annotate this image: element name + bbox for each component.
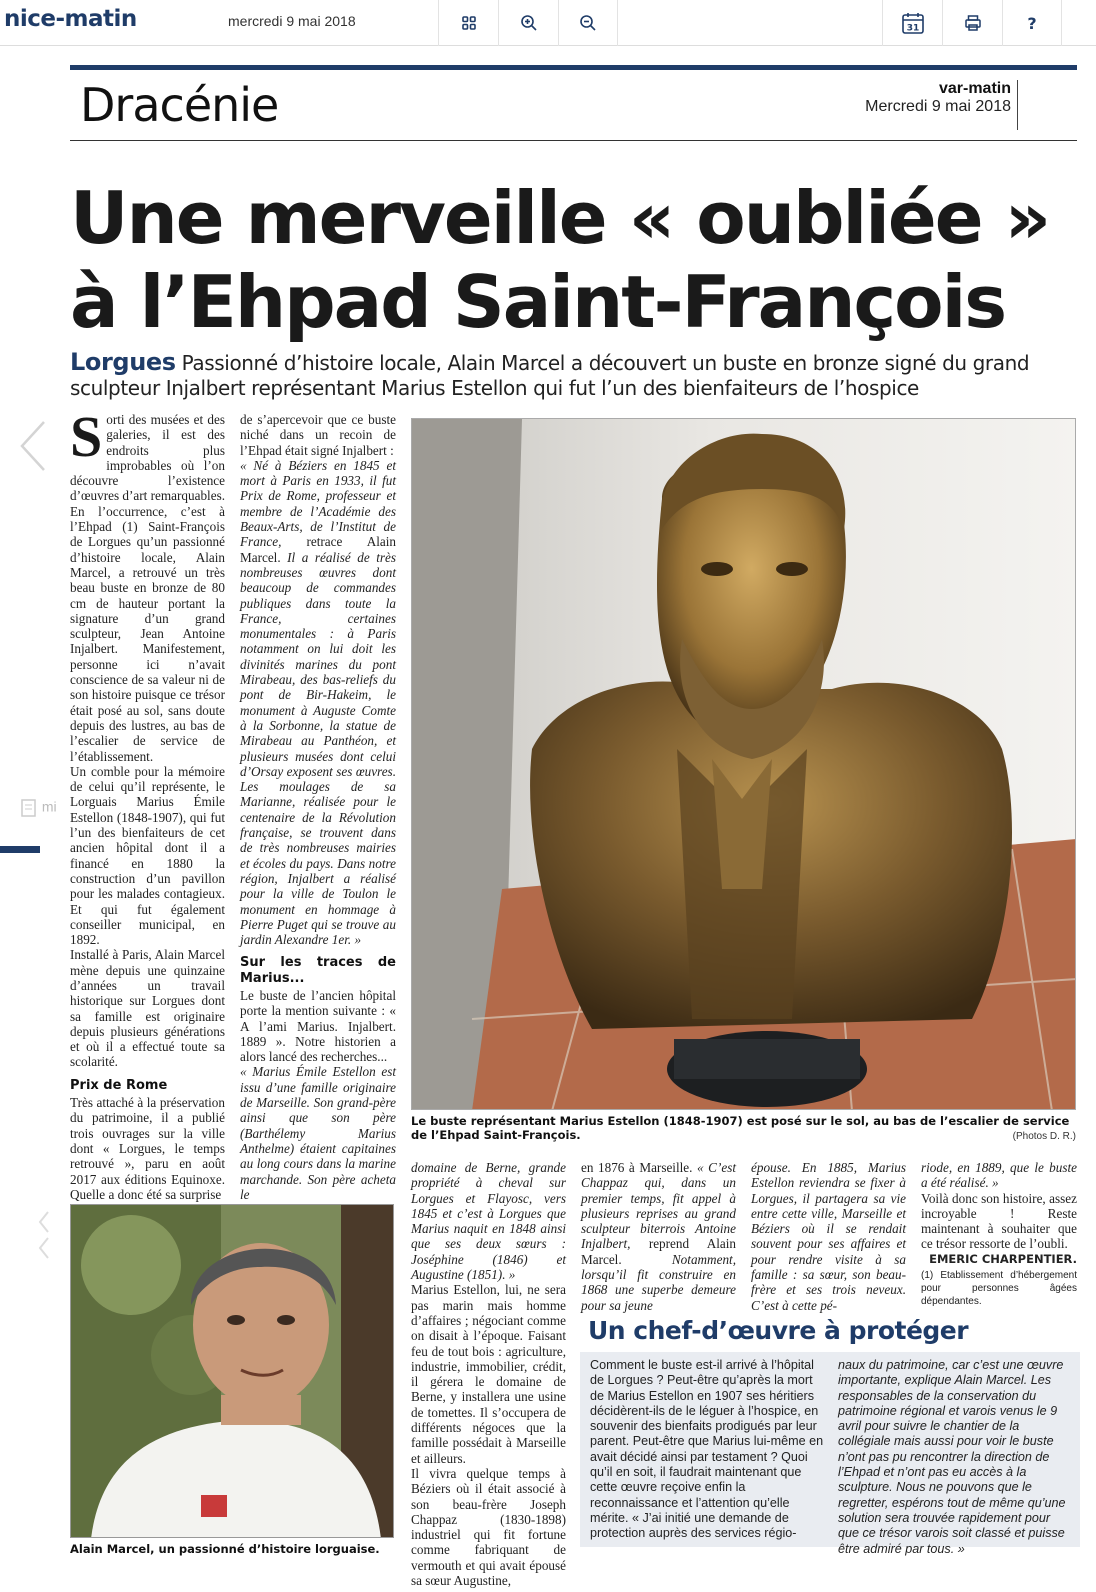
prev-arrow-small[interactable]: [36, 1210, 52, 1264]
print-button[interactable]: [942, 0, 1002, 46]
issue-date: Mercredi 9 mai 2018: [865, 98, 1011, 115]
kicker: Lorgues: [70, 348, 176, 376]
footnote: (1) Etablissement d’hébergement pour personnes âgées dépendantes.: [921, 1270, 1077, 1308]
quote: épouse. En 1885, Marius Estellon reviendra se fixer à Lorgues, il partagera sa vie entre cette ville, Marseille et Béziers où il se rendait souvent pour ses affaires et pour rendre visite à sa famille : sa sœur, son beau-frère et ses trois neveux. C’est à cette pé-: [751, 1160, 906, 1313]
quote: Il a réalisé de très nombreuses œuvres dont beaucoup de commandes publiques dans toute la France, certaines monumentales : à Paris notamment on lui doit les divinités marines du pont Mirabeau, des bas-reliefs du pont de Bir-Hakeim, le monument à Auguste Comte à la Sorbonne, la statue de Mirabeau au Panthéon, et plusieurs musées dont celui d’Orsay exposent ses œuvres. Les moulages de sa Marianne, réalisée pour le centenaire de la Révolution française, se trouvent dans de très nombreuses mairies et écoles du pays. Dans notre région, Injalbert a réalisé pour la ville de Toulon le monument en hommage à Pierre Puget qui se trouve au jardin Alexandre 1er. »: [240, 549, 396, 948]
paragraph: Le buste de l’ancien hôpital porte la mention suivante : « A l’ami Marius. Injalbert. 1889 ». Notre historien a alors lancé des recherches...: [240, 987, 396, 1065]
quote: riode, en 1889, que le buste a été réalisé. »: [921, 1160, 1077, 1191]
column-3: [411, 1160, 566, 1588]
column-4: [581, 1160, 736, 1313]
logo[interactable]: nice-matin: [4, 6, 137, 32]
paragraph: Il vivra quelque temps à Béziers où il était associé à son beau-frère Joseph Chappaz (1830-1898) industriel qui fit fortune comme fabriquant de vermouth et qui avait épousé sa sœur Augustine,: [411, 1465, 566, 1589]
standfirst-text: Passionné d’histoire locale, Alain Marcel a découvert un buste en bronze signé du grand sculpteur Injalbert représentant Marius Estellon qui fut l’un des bienfaiteurs de l’hospice: [70, 351, 1030, 400]
quote: Notamment, lorsqu’il fit construire en 1868 une superbe demeure pour sa jeune: [581, 1251, 736, 1313]
subheading: Prix de Rome: [70, 1077, 168, 1093]
printer-icon: [964, 14, 982, 32]
paragraph: Voilà donc son histoire, assez incroyable ! Reste maintenant à souhaiter que ce trésor ressorte de l’oubli.: [921, 1190, 1077, 1252]
paragraph: de s’apercevoir que ce buste niché dans un recoin de l’Ehpad était signé Injalbert :: [240, 412, 396, 458]
portrait-caption: Alain Marcel, un passionné d’histoire lorguaise.: [70, 1542, 380, 1556]
help-button[interactable]: ?: [1002, 0, 1062, 46]
section-title: Dracénie: [80, 78, 279, 132]
column-6: [921, 1160, 1077, 1308]
bust-image: [412, 419, 1076, 1110]
bust-caption: Le buste représentant Marius Estellon (1848-1907) est posé sur le sol, au bas de l’escalier de service de l’Ehpad Saint-François.: [411, 1114, 1070, 1142]
viewer-toolbar: [0, 0, 1096, 46]
watermark-text: mi: [41, 798, 57, 815]
attribution: retrace Alain Marcel.: [240, 534, 397, 565]
paper-name: var-matin: [938, 80, 1011, 97]
header-underline: [70, 140, 1077, 141]
calendar-button[interactable]: [882, 0, 942, 46]
paragraph: orti des musées et des galeries, il est des endroits plus improbables où l’on découvre l’existence d’œuvres d’art remarquables. En l’occurrence, c’est à l’Ehpad (1) Saint-François de Lorgues qu’un passionné d’histoire locale, Alain Marcel, a retrouvé un très beau buste en bronze de 80 cm de hauteur portant la signature d’un grand sculpteur, Jean Antoine Injalbert. Manifestement, personne ici n’avait conscience de sa valeur ni de son histoire puisque ce trésor était posé au sol, sans doute depuis des lustres, au bas de l’escalier de service de l’établissement.: [70, 412, 225, 764]
document-icon: [20, 798, 38, 818]
attribution: reprend Alain Marcel.: [581, 1236, 737, 1267]
drop-cap: S: [70, 404, 103, 469]
header-rule: [70, 65, 1077, 70]
portrait-image: [71, 1205, 394, 1538]
grid-view-button[interactable]: [438, 0, 498, 46]
quote: « Marius Émile Estellon est issu d’une famille originaire de Marseille. Son grand-père ainsi que son père (Barthélemy Marius Anthelme) étaient capitaines au long cours dans la marine marchande. Son père acheta le: [240, 1064, 396, 1202]
portrait-photo: [70, 1204, 394, 1538]
grid-icon: [461, 15, 477, 31]
paragraph: Marius Estellon, lui, ne sera pas marin mais homme d’affaires ; négociant comme on disait à l’époque. Faisant feu de tout bois : agriculture, industrie, immobilier, crédit, il gérera le domaine de Berne, y installera une usine de tomettes. Il s’occupera de différents négoces que la famille possédait à Marseille et ailleurs.: [411, 1282, 566, 1466]
photo-credit: (Photos D. R.): [1012, 1131, 1076, 1142]
quote: « Né à Béziers en 1845 et mort à Paris en 1933, il fut Prix de Rome, professeur et membre de l’Académie des Beaux-Arts, de l’Institut de France,: [240, 457, 396, 550]
paragraph: Très attaché à la préservation du patrimoine, il a publié trois ouvrages sur la ville dont « Lorgues, le temps retrouvé », paru en août 2017 aux éditions Equinoxe. Quelle a donc été sa surprise: [70, 1095, 225, 1202]
zoom-out-button[interactable]: [558, 0, 618, 46]
calendar-day: 31: [906, 23, 919, 34]
watermark: [20, 798, 57, 818]
zoom-in-icon: [520, 14, 538, 32]
headline-line-2: à l’Ehpad Saint-François: [70, 260, 1006, 344]
calendar-icon: [901, 11, 925, 35]
headline-line-1: Une merveille « oubliée »: [70, 176, 1050, 260]
column-2: [240, 412, 396, 1202]
sidebar-column-right: naux du patrimoine, car c’est une œuvre importante, explique Alain Marcel. Les responsables de la conservation du patrimoine régional et varois venus le 9 avril pour suivre le chantier de la collégiale mais aussi pour voir le buste n’ont pas pu rencontrer la direction de l’Ehpad et n’ont pas eu accès à la sculpture. Nous ne pouvons que le regretter, espérons tout de même qu’une solution sera trouvée rapidement pour que ce trésor varois soit classé et puisse être admiré par tous. »: [838, 1358, 1066, 1556]
column-1: [70, 404, 225, 1202]
text: en 1876 à Marseille.: [581, 1160, 693, 1175]
chevron-left-icon: [36, 1210, 52, 1260]
bust-photo: [411, 418, 1076, 1110]
paragraph: Installé à Paris, Alain Marcel mène depuis une quinzaine d’années un travail historique sur Lorgues dont sa famille est originaire depuis plusieurs générations et où il a effectué toute sa scolarité.: [70, 947, 225, 1070]
zoom-out-icon: [579, 14, 597, 32]
prev-page-arrow[interactable]: [18, 418, 48, 486]
headline: [70, 176, 1080, 344]
paragraph: Un comble pour la mémoire de celui qu’il représente, le Lorguais Marius Émile Estellon (1848-1907), qui fut l’un des bienfaiteurs de cet ancien hôpital dont il a financé en 1880 la construction d’un pavillon pour les malades contagieux. Et qui fut également conseiller municipal, en 1892.: [70, 763, 225, 948]
subheading: Sur les traces de Marius...: [240, 955, 396, 986]
sidebar-title: Un chef-d’œuvre à protéger: [588, 1316, 969, 1345]
quote: domaine de Berne, grande propriété à cheval sur Lorgues et Flayosc, vers 1845 et c’est à Lorgues que Marius naquit en 1848 ainsi que ses deux sœurs : Joséphine (1846) et Augustine (1851). »: [411, 1160, 566, 1283]
page-marker: [0, 846, 40, 853]
toolbar-date: mercredi 9 mai 2018: [228, 13, 356, 29]
masthead-box: [865, 80, 1018, 130]
standfirst: [70, 350, 1080, 401]
author-signature: EMERIC CHARPENTIER.: [929, 1251, 1077, 1266]
zoom-in-button[interactable]: [498, 0, 558, 46]
column-5: [751, 1160, 906, 1313]
chevron-left-icon: [18, 418, 48, 474]
sidebar-column-left: Comment le buste est-il arrivé à l’hôpital de Lorgues ? Peut-être qu’après la mort de Marius Estellon en 1907 ses héritiers décidèrent-ils de le léguer à l’hospice, en souvenir des bienfaits prodigués par leur parent. Peut-être que Marius lui-même en avait décidé ainsi par testament ? Quoi qu’il en soit, il faudrait maintenant que cette œuvre reçoive enfin la reconnaissance et l’attention qu’elle mérite. « J’ai initié une demande de protection auprès des services régio-: [590, 1358, 824, 1541]
quote: « C’est Chappaz qui, dans un premier temps, fit appel à plusieurs reprises au grand sculpteur biterrois Antoine Injalbert,: [581, 1160, 737, 1252]
